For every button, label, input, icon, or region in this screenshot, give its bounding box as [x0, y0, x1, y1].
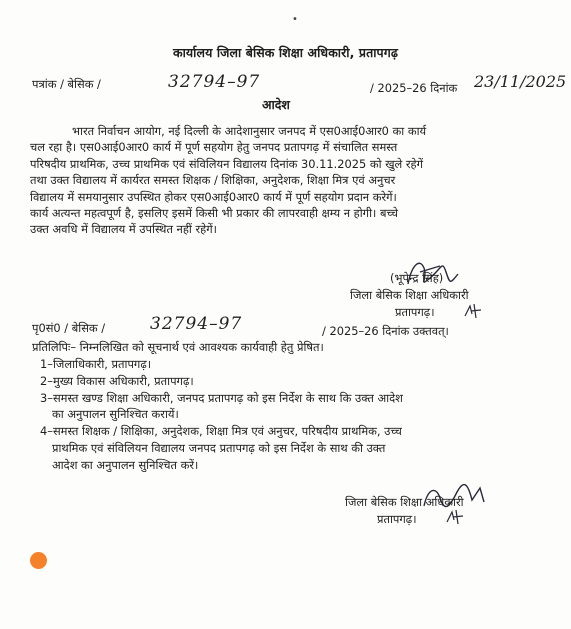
body-line: तथा उक्त विद्यालय में कार्यरत समस्त शिक्षक / शिक्षिका, अनुदेशक, शिक्षा मित्र एवं अनुचर — [30, 173, 396, 188]
initial-scribble — [462, 302, 484, 320]
recipient-item: 1–जिलाधिकारी, प्रतापगढ़। — [40, 357, 152, 371]
session-date-label: / 2025–26 दिनांक — [370, 81, 458, 95]
recipient-list — [40, 356, 540, 474]
copy-ref-date: / 2025–26 दिनांक उक्तवत्। — [322, 324, 449, 338]
recipient-item: आदेश का अनुपालन सुनिश्चित करें। — [52, 457, 199, 472]
signatory-title: जिला बेसिक शिक्षा अधिकारी — [350, 288, 469, 302]
copy-ref-number-handwritten: 32794–97 — [150, 314, 243, 334]
ref-label: पत्रांक / बेसिक / — [32, 77, 101, 91]
body-line: परिषदीय प्राथमिक, उच्च प्राथमिक एवं संविलियन विद्यालय दिनांक 30.11.2025 को खुले रहेगें — [30, 156, 423, 171]
body-line: भारत निर्वाचन आयोग, नई दिल्ली के आदेशानुसार जनपद में एस0आई0आर0 का कार्य — [72, 124, 427, 138]
initial-scribble-2 — [444, 508, 466, 526]
mark-dot: • — [292, 14, 298, 25]
recipient-item: 3–समस्त खण्ड शिक्षा अधिकारी, जनपद प्रतापगढ़ को इस निर्देश के साथ कि उक्त आदेश — [40, 390, 403, 405]
recipient-item: 2–मुख्य विकास अधिकारी, प्रतापगढ़। — [40, 373, 194, 388]
signatory-place: प्रतापगढ़। — [395, 305, 435, 319]
body-line: विद्यालय में समयानुसार उपस्थित होकर एस0आई0आर0 कार्य में पूर्ण सहयोग प्रदान करेगें। — [30, 189, 397, 204]
copy-signatory-place: प्रतापगढ़। — [377, 512, 417, 526]
recipient-item: 4–समस्त शिक्षक / शिक्षिका, अनुदेशक, शिक्षा मित्र एवं अनुचर, परिषदीय प्राथमिक, उच्च — [40, 424, 402, 439]
signatory-name: (भूपेन्द्र सिंह) — [390, 271, 444, 285]
body-line: उक्त अवधि में विद्यालय में उपस्थित नहीं रहेगें। — [30, 222, 217, 237]
recipient-item: प्राथमिक एवं संविलियन विद्यालय जनपद प्रतापगढ़ को इस निर्देश के साथ की उक्त — [52, 440, 386, 455]
body-line: चल रहा है। एस0आई0आर0 कार्य में पूर्ण सहयोग हेतु जनपद प्रतापगढ़ में संचालित समस्त — [30, 140, 398, 155]
recipient-item: का अनुपालन सुनिश्चित करायें। — [52, 407, 179, 422]
body-line: कार्य अत्यन्त महत्वपूर्ण है, इसलिए इसमें किसी भी प्रकार की लापरवाही क्षम्य न होगी। बच्चे — [30, 206, 398, 221]
office-title: कार्यालय जिला बेसिक शिक्षा अधिकारी, प्रतापगढ़ — [172, 45, 399, 60]
copy-heading: प्रतिलिपिः– निम्नलिखित को सूचनार्थ एवं आवश्यक कार्यवाही हेतु प्रेषित। — [32, 340, 324, 354]
date-handwritten: 23/11/2025 — [474, 72, 567, 91]
copy-ref-label: पृ0सं0 / बेसिक / — [32, 321, 106, 335]
orange-marker — [30, 552, 47, 569]
ref-number-handwritten: 32794–97 — [168, 72, 261, 92]
order-body — [30, 123, 550, 238]
order-heading: आदेश — [262, 97, 290, 112]
copy-signatory-title: जिला बेसिक शिक्षा अधिकारी — [345, 495, 464, 509]
